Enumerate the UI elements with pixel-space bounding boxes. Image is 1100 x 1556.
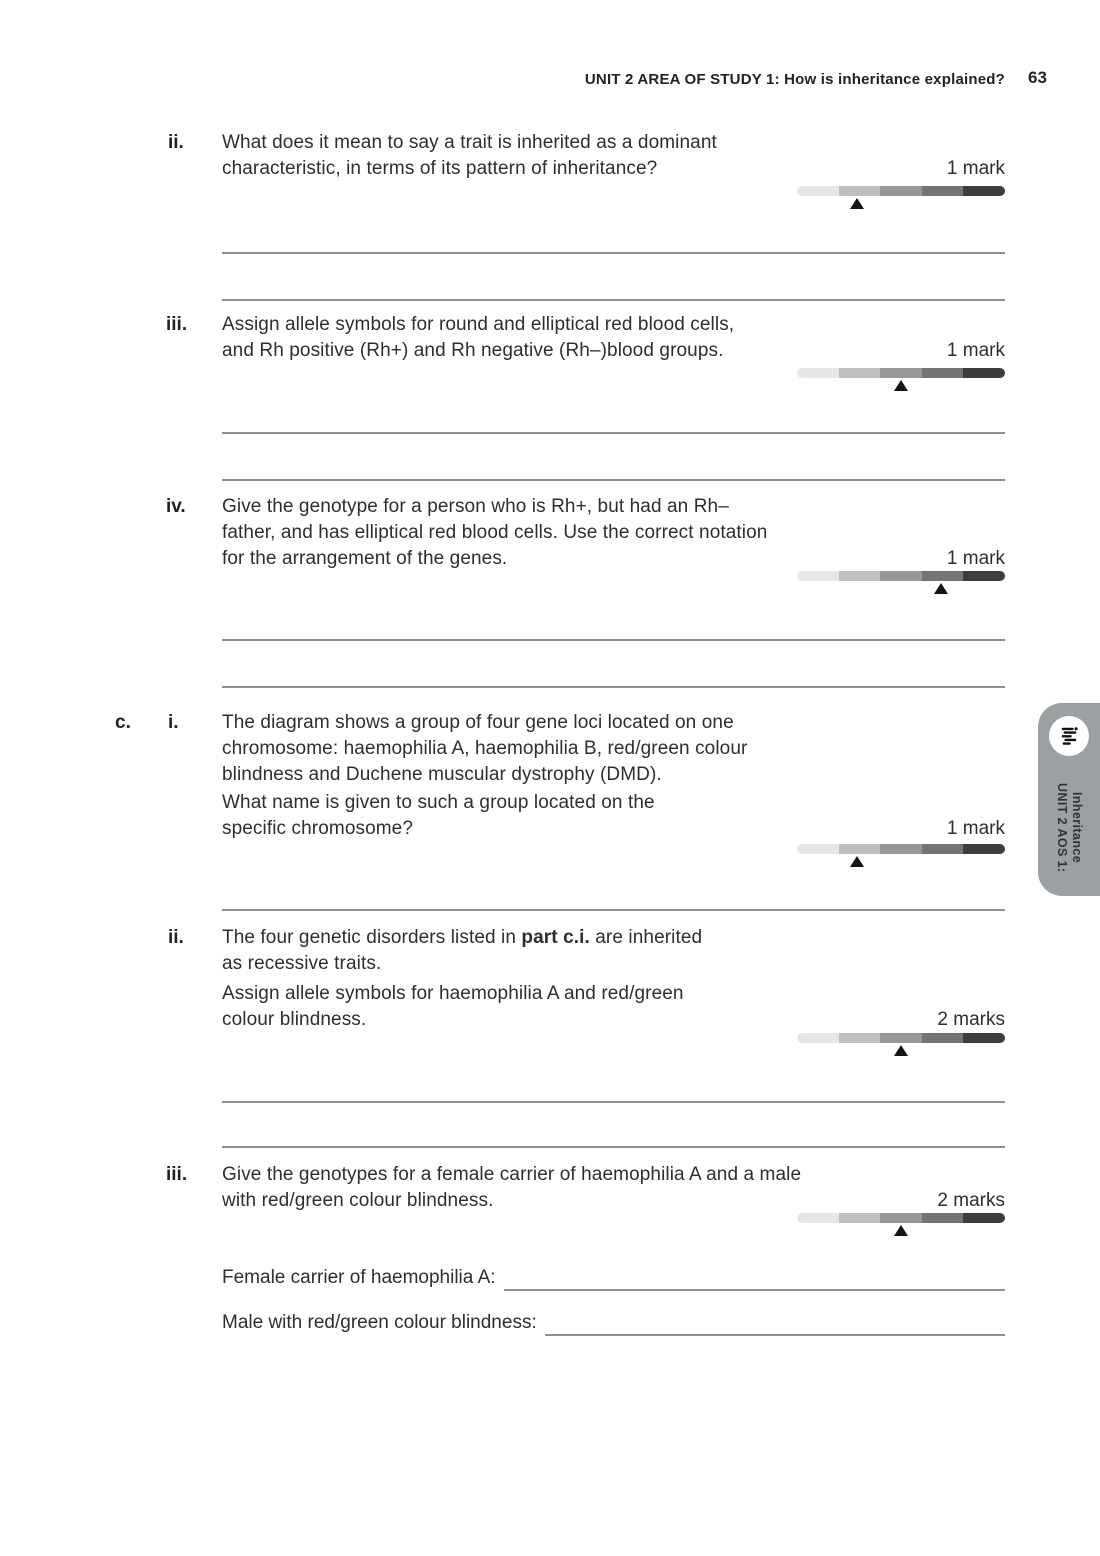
- answer-line: [222, 1146, 1005, 1148]
- tab-topic-label: Inheritance: [1070, 792, 1084, 864]
- marks-label: 1 mark: [946, 158, 1005, 179]
- fill-in-label: Female carrier of haemophilia A:: [222, 1267, 496, 1288]
- marks-label: 2 marks: [937, 1190, 1005, 1211]
- difficulty-segment: [963, 571, 1005, 581]
- tab-icon-circle: [1049, 716, 1089, 756]
- tab-text: [1054, 769, 1084, 887]
- difficulty-segment: [839, 186, 881, 196]
- difficulty-marker-icon: [894, 380, 908, 391]
- difficulty-segment: [797, 1033, 839, 1043]
- difficulty-marker-icon: [850, 198, 864, 209]
- fill-in-label: Male with red/green colour blindness:: [222, 1312, 537, 1333]
- marks-label: 1 mark: [946, 818, 1005, 839]
- difficulty-marker-icon: [894, 1045, 908, 1056]
- difficulty-segment: [797, 571, 839, 581]
- difficulty-segment: [922, 368, 964, 378]
- difficulty-segment: [880, 571, 922, 581]
- answer-line: [222, 479, 1005, 481]
- answer-line: [222, 639, 1005, 641]
- difficulty-segment: [922, 571, 964, 581]
- question-line: characteristic, in terms of its pattern of inheritance?: [222, 158, 658, 179]
- difficulty-marker-icon: [850, 856, 864, 867]
- fill-in-row: [222, 1310, 1005, 1336]
- question-text: [222, 710, 747, 788]
- difficulty-segment: [839, 571, 881, 581]
- difficulty-segment: [839, 1213, 881, 1223]
- difficulty-bar: [797, 368, 1005, 394]
- answer-line: [222, 432, 1005, 434]
- question-text: [222, 790, 655, 842]
- question-line: Give the genotype for a person who is Rh+, but had an Rh–: [222, 496, 729, 517]
- question-line-pre: The four genetic disorders listed in: [222, 927, 522, 948]
- question-line: with red/green colour blindness.: [222, 1190, 494, 1211]
- question-text: [222, 1162, 801, 1214]
- difficulty-segment: [797, 368, 839, 378]
- question-line: What name is given to such a group located on the: [222, 792, 655, 813]
- question-text: [222, 130, 717, 182]
- question-line: father, and has elliptical red blood cells. Use the correct notation: [222, 522, 768, 543]
- question-line: specific chromosome?: [222, 818, 414, 839]
- difficulty-segment: [880, 368, 922, 378]
- answer-line: [222, 252, 1005, 254]
- difficulty-segment: [839, 844, 881, 854]
- difficulty-bar: [797, 844, 1005, 870]
- difficulty-bar-track: [797, 844, 1005, 854]
- difficulty-segment: [797, 1213, 839, 1223]
- question-line: Give the genotypes for a female carrier of haemophilia A and a male: [222, 1164, 802, 1185]
- difficulty-segment: [922, 1033, 964, 1043]
- question-label: ii.: [168, 132, 184, 153]
- difficulty-bar: [797, 1213, 1005, 1239]
- difficulty-segment: [797, 186, 839, 196]
- answer-line: [504, 1267, 1005, 1291]
- fill-in-row: [222, 1265, 1005, 1291]
- question-text: [222, 925, 702, 977]
- difficulty-bar-track: [797, 1213, 1005, 1223]
- question-label: ii.: [168, 927, 184, 948]
- answer-line: [222, 686, 1005, 688]
- question-label: iii.: [166, 314, 188, 335]
- question-label: i.: [168, 712, 179, 733]
- difficulty-segment: [880, 1213, 922, 1223]
- difficulty-segment: [880, 1033, 922, 1043]
- question-line: blindness and Duchene muscular dystrophy (DMD).: [222, 764, 662, 785]
- difficulty-segment: [963, 844, 1005, 854]
- question-text: [222, 312, 734, 364]
- answer-line: [222, 1101, 1005, 1103]
- difficulty-segment: [839, 368, 881, 378]
- difficulty-segment: [839, 1033, 881, 1043]
- chromosome-icon: [1058, 725, 1080, 747]
- difficulty-bar-track: [797, 186, 1005, 196]
- question-text: [222, 981, 684, 1033]
- difficulty-bar: [797, 186, 1005, 212]
- question-line: for the arrangement of the genes.: [222, 548, 508, 569]
- question-line: and Rh positive (Rh+) and Rh negative (Rh–)blood groups.: [222, 340, 724, 361]
- difficulty-segment: [922, 844, 964, 854]
- difficulty-segment: [963, 1033, 1005, 1043]
- difficulty-bar-track: [797, 1033, 1005, 1043]
- question-line: chromosome: haemophilia A, haemophilia B, red/green colour: [222, 738, 748, 759]
- marks-label: 1 mark: [946, 548, 1005, 569]
- question-line: as recessive traits.: [222, 953, 382, 974]
- page-header-title: UNIT 2 AREA OF STUDY 1: How is inheritance explained?: [584, 71, 1005, 88]
- question-line: Assign allele symbols for round and elliptical red blood cells,: [222, 314, 735, 335]
- difficulty-segment: [963, 186, 1005, 196]
- difficulty-bar: [797, 1033, 1005, 1059]
- question-label: iii.: [166, 1164, 188, 1185]
- marks-label: 2 marks: [937, 1009, 1005, 1030]
- question-line: The diagram shows a group of four gene loci located on one: [222, 712, 734, 733]
- question-line: Assign allele symbols for haemophilia A and red/green: [222, 983, 684, 1004]
- answer-line: [222, 299, 1005, 301]
- difficulty-segment: [922, 1213, 964, 1223]
- question-text: [222, 494, 767, 572]
- page-number: 63: [1028, 68, 1047, 87]
- difficulty-segment: [797, 844, 839, 854]
- answer-line: [222, 909, 1005, 911]
- question-line: [222, 925, 702, 951]
- question-part-label: c.: [115, 712, 131, 733]
- difficulty-segment: [922, 186, 964, 196]
- question-line: What does it mean to say a trait is inherited as a dominant: [222, 132, 717, 153]
- difficulty-bar-track: [797, 368, 1005, 378]
- difficulty-segment: [963, 1213, 1005, 1223]
- difficulty-segment: [880, 186, 922, 196]
- marks-label: 1 mark: [946, 340, 1005, 361]
- question-line-post: are inherited: [589, 927, 703, 948]
- question-label: iv.: [166, 496, 186, 517]
- question-line-ref: part c.i.: [521, 927, 590, 948]
- unit-side-tab: [1038, 703, 1100, 896]
- answer-line: [545, 1312, 1005, 1336]
- difficulty-marker-icon: [934, 583, 948, 594]
- difficulty-bar: [797, 571, 1005, 597]
- difficulty-marker-icon: [894, 1225, 908, 1236]
- difficulty-segment: [963, 368, 1005, 378]
- question-line: colour blindness.: [222, 1009, 367, 1030]
- difficulty-bar-track: [797, 571, 1005, 581]
- tab-unit-label: UNIT 2 AOS 1:: [1055, 783, 1069, 873]
- difficulty-segment: [880, 844, 922, 854]
